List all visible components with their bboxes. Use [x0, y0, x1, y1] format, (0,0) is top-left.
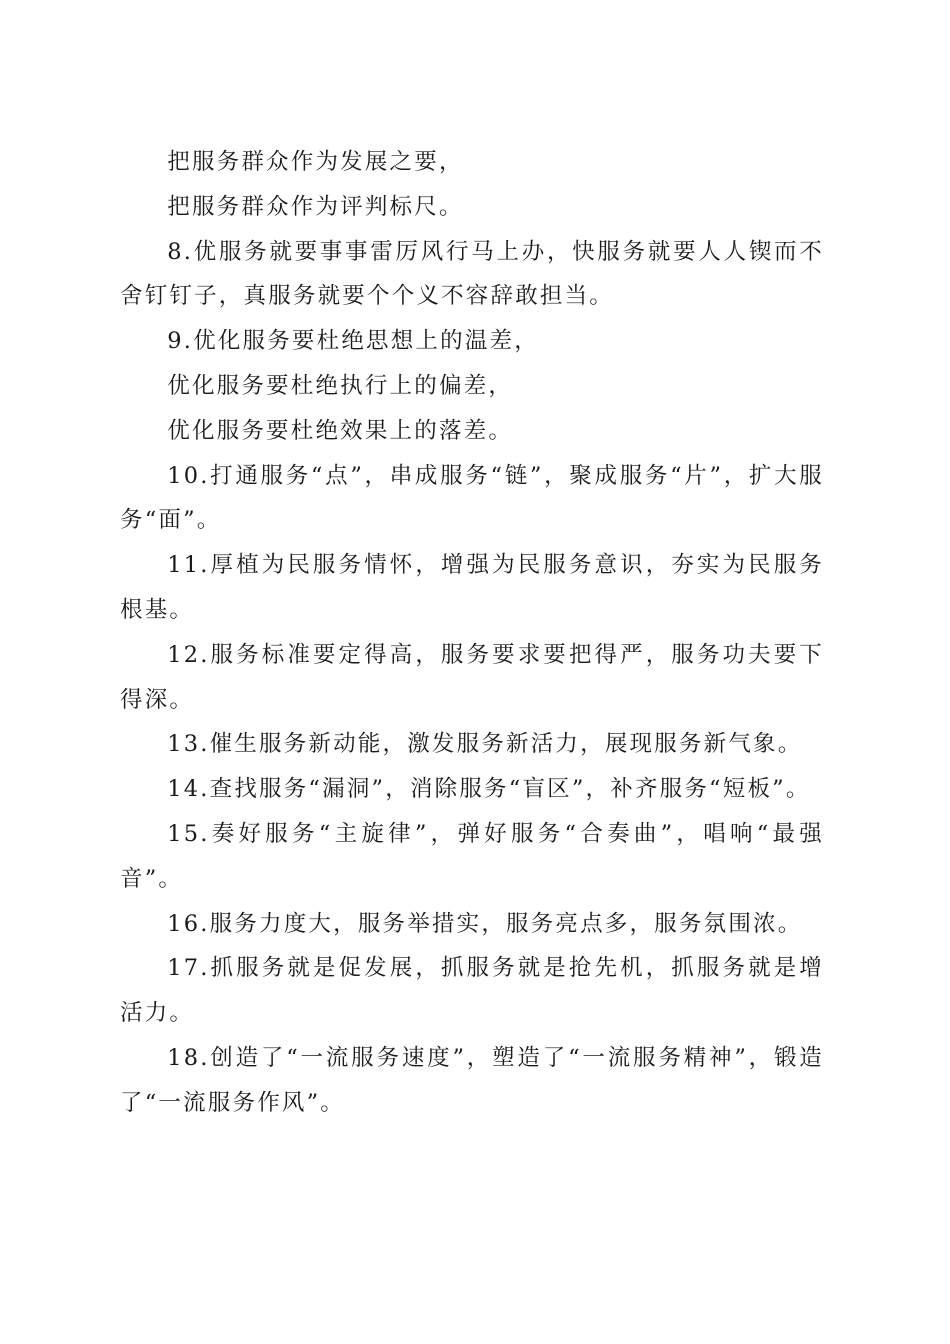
paragraph-serve-development: 把服务群众作为发展之要，: [167, 149, 464, 175]
paragraph-item-11: 11.厚植为民服务情怀，增强为民服务意识，夯实为民服务根基。: [120, 552, 824, 623]
paragraph-item-9-effect: 优化服务要杜绝效果上的落差。: [167, 417, 514, 444]
paragraph-item-14: 14.查找服务“漏洞”，消除服务“盲区”，补齐服务“短板”。: [167, 776, 811, 803]
paragraph-item-9-execution: 优化服务要杜绝执行上的偏差，: [167, 372, 514, 399]
paragraph-item-15: 15.奏好服务“主旋律”，弹好服务“合奏曲”，唱响“最强音”。: [120, 820, 824, 892]
paragraph-serve-standard: 把服务群众作为评判标尺。: [167, 193, 464, 220]
paragraph-item-12: 12.服务标准要定得高，服务要求要把得严，服务功夫要下得深。: [120, 641, 824, 713]
paragraph-item-10: 10.打通服务“点”，串成服务“链”，聚成服务“片”，扩大服务“面”。: [120, 462, 824, 534]
paragraph-item-9: 9.优化服务要杜绝思想上的温差，: [167, 328, 539, 355]
paragraph-item-16: 16.服务力度大，服务举措实，服务亮点多，服务氛围浓。: [167, 910, 803, 937]
document-body: [120, 140, 824, 1126]
paragraph-item-13: 13.催生服务新动能，激发服务新活力，展现服务新气象。: [167, 731, 803, 758]
paragraph-item-8: 8.优服务就要事事雷厉风行马上办，快服务就要人人锲而不舍钉钉子，真服务就要个个义不容辞敢担当。: [120, 238, 824, 310]
paragraph-item-18: 18.创造了“一流服务速度”，塑造了“一流服务精神”，锻造了“一流服务作风”。: [120, 1044, 824, 1116]
paragraph-item-17: 17.抓服务就是促发展，抓服务就是抢先机，抓服务就是增活力。: [120, 955, 824, 1027]
